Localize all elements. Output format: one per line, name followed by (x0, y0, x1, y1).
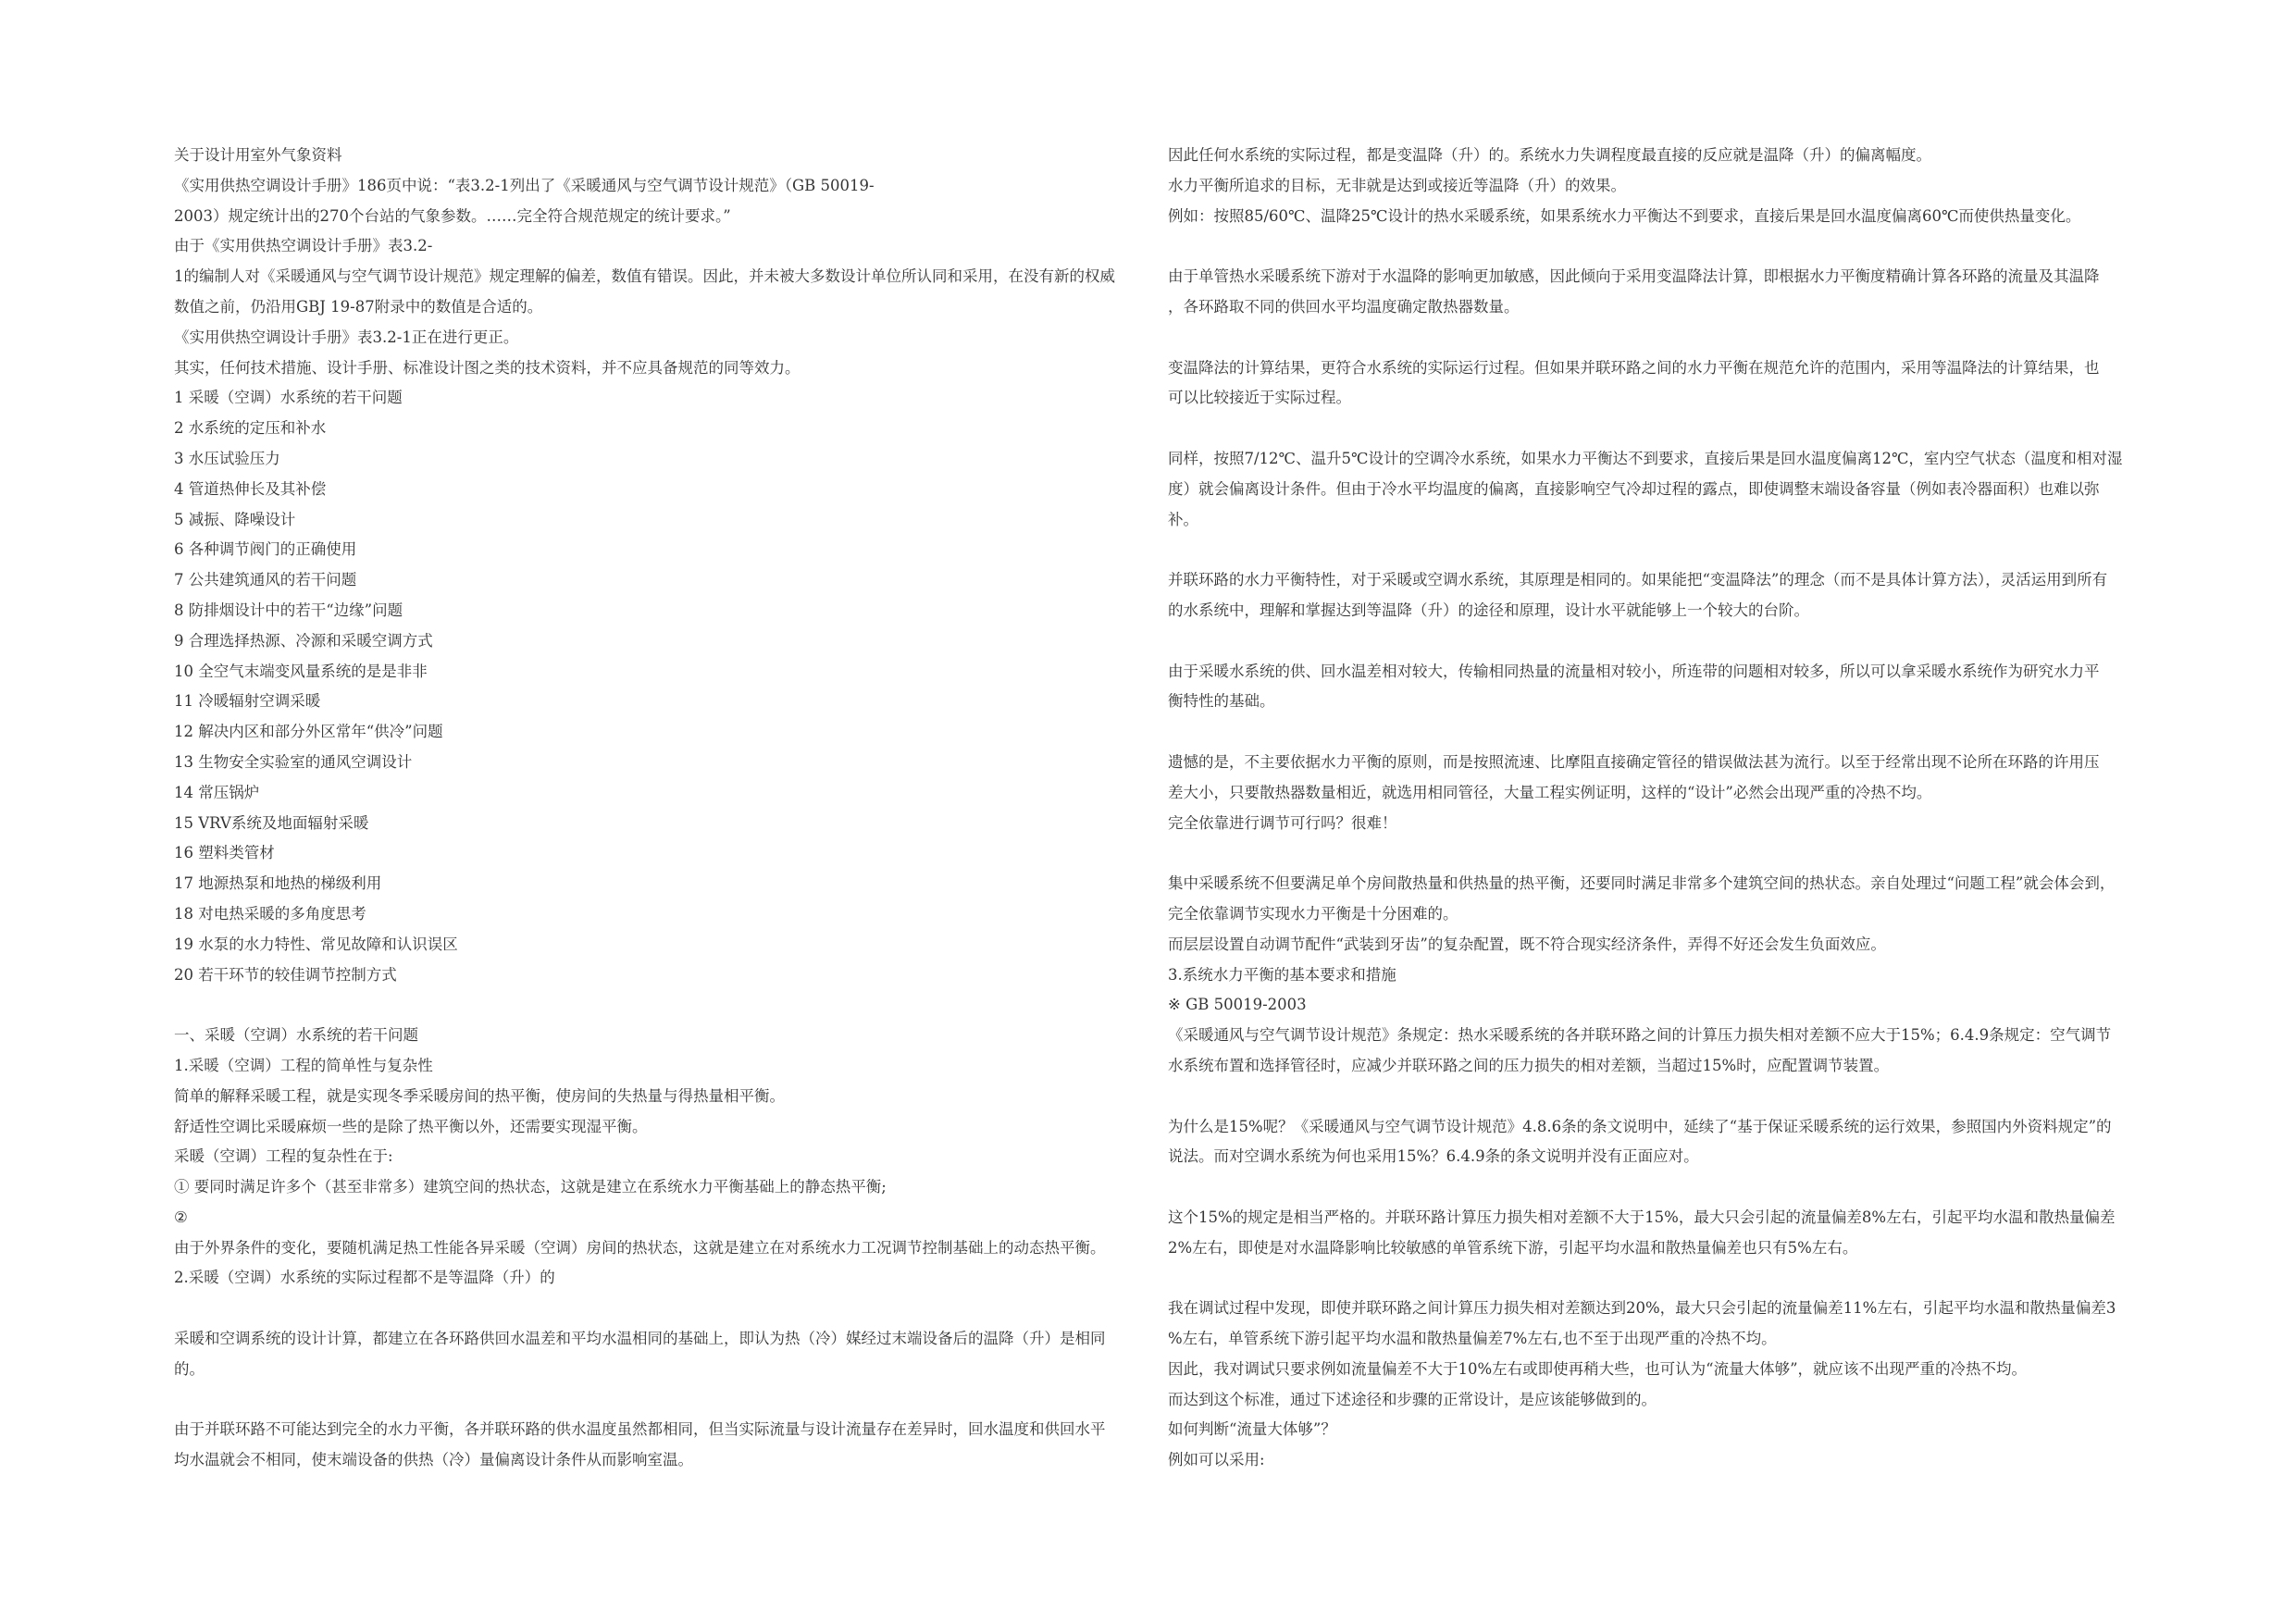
text-line: 为什么是15%呢？《采暖通风与空气调节设计规范》4.8.6条的条文说明中，延续了“基于保证采暖系统的运行效果，参照国内外资料规定”的 (1168, 1117, 2112, 1135)
text-line: 度）就会偏离设计条件。但由于冷水平均温度的偏离，直接影响空气冷却过程的露点，即使调整末端设备容量（例如表冷器面积）也难以弥 (1168, 479, 2100, 498)
text-line: ※ GB 50019-2003 (1168, 996, 1307, 1014)
text-line: 11 冷暖辐射空调采暖 (174, 692, 321, 711)
text-line: 由于采暖水系统的供、回水温差相对较大，传输相同热量的流量相对较小，所连带的问题相对较多，所以可以拿采暖水系统作为研究水力平 (1168, 662, 2100, 680)
text-line: 而层层设置自动调节配件“武装到牙齿”的复杂配置，既不符合现实经济条件，弄得不好还会发生负面效应。 (1168, 935, 1886, 953)
text-line: 遗憾的是，不主要依据水力平衡的原则，而是按照流速、比摩阻直接确定管径的错误做法甚为流行。以至于经常出现不论所在环路的许用压 (1168, 752, 2100, 771)
text-line: 而达到这个标准，通过下述途径和步骤的正常设计，是应该能够做到的。 (1168, 1390, 1657, 1408)
text-line: 同样，按照7/12℃、温升5℃设计的空调冷水系统，如果水力平衡达不到要求，直接后果是回水温度偏离12℃，室内空气状态（温度和相对湿 (1168, 449, 2123, 467)
text-line: 10 全空气末端变风量系统的是是非非 (174, 662, 428, 680)
text-line: 15 VRV系统及地面辐射采暖 (174, 813, 369, 832)
text-line: 19 水泵的水力特性、常见故障和认识误区 (174, 935, 458, 953)
text-line: 由于并联环路不可能达到完全的水力平衡，各并联环路的供水温度虽然都相同，但当实际流量与设计流量存在差异时，回水温度和供回水平 (174, 1420, 1106, 1439)
right-column (1168, 141, 2140, 1476)
blank-line (174, 990, 1164, 1021)
text-line: 变温降法的计算结果，更符合水系统的实际运行过程。但如果并联环路之间的水力平衡在规范允许的范围内，采用等温降法的计算结果，也 (1168, 358, 2100, 377)
text-line: 补。 (1168, 510, 1198, 528)
text-line: 1.采暖（空调）工程的简单性与复杂性 (174, 1056, 433, 1074)
text-line: 16 塑料类管材 (174, 844, 275, 862)
text-line: 采暖和空调系统的设计计算，都建立在各环路供回水温差和平均水温相同的基础上，即认为热（冷）媒经过末端设备后的温降（升）是相同 (174, 1330, 1106, 1348)
text-line: 因此任何水系统的实际过程，都是变温降（升）的。系统水力失调程度最直接的反应就是温降（升）的偏离幅度。 (1168, 146, 1931, 164)
text-line: ② (174, 1208, 188, 1226)
blank-line (174, 1385, 1164, 1416)
text-line: 例如可以采用: (1168, 1451, 1265, 1469)
text-line: 2.采暖（空调）水系统的实际过程都不是等温降（升）的 (174, 1269, 555, 1287)
text-line: 如何判断“流量大体够”？ (1168, 1420, 1336, 1439)
text-line: 17 地源热泵和地热的梯级利用 (174, 874, 382, 893)
left-column (174, 141, 1164, 1476)
text-line: 衡特性的基础。 (1168, 692, 1275, 711)
text-line: ，各环路取不同的供回水平均温度确定散热器数量。 (1168, 297, 1520, 316)
text-line: 2 水系统的定压和补水 (174, 419, 327, 438)
text-line: 例如：按照85/60℃、温降25℃设计的热水采暖系统，如果系统水力平衡达不到要求，直接后果是回水温度偏离60℃而使供热量变化。 (1168, 206, 2081, 225)
text-line: 因此，我对调试只要求例如流量偏差不大于10%左右或即使再稍大些，也可认为“流量大体够”，就应该不出现严重的冷热不均。 (1168, 1359, 2028, 1378)
text-line: 我在调试过程中发现，即使并联环路之间计算压力损失相对差额达到20%，最大只会引起的流量偏差11%左右，引起平均水温和散热量偏差3 (1168, 1299, 2116, 1318)
blank-line (1168, 838, 2140, 869)
text-line: 舒适性空调比采暖麻烦一些的是除了热平衡以外，还需要实现湿平衡。 (174, 1117, 648, 1135)
text-line: 3 水压试验压力 (174, 449, 280, 467)
text-line: 并联环路的水力平衡特性，对于采暖或空调水系统，其原理是相同的。如果能把“变温降法”的理念（而不是具体计算方法），灵活运用到所有 (1168, 571, 2108, 589)
text-line: 1 采暖（空调）水系统的若干问题 (174, 389, 403, 407)
text-line: 8 防排烟设计中的若干“边缘”问题 (174, 601, 403, 619)
text-line: 3.系统水力平衡的基本要求和措施 (1168, 965, 1396, 984)
text-line: 20 若干环节的较佳调节控制方式 (174, 965, 397, 984)
text-line: 《实用供热空调设计手册》186页中说：“表3.2-1列出了《采暖通风与空气调节设计规范》（GB 50019- (174, 176, 875, 194)
blank-line (1168, 1082, 2140, 1112)
text-line: 这个15%的规定是相当严格的。并联环路计算压力损失相对差额不大于15%，最大只会引起的流量偏差8%左右，引起平均水温和散热量偏差 (1168, 1208, 2116, 1226)
blank-line (1168, 535, 2140, 565)
text-line: 《实用供热空调设计手册》表3.2-1正在进行更正。 (174, 328, 519, 346)
text-line: %左右，单管系统下游引起平均水温和散热量偏差7%左右,也不至于出现严重的冷热不均。 (1168, 1330, 1777, 1348)
blank-line (1168, 1172, 2140, 1203)
blank-line (1168, 626, 2140, 657)
text-line: 均水温就会不相同，使末端设备的供热（冷）量偏离设计条件从而影响室温。 (174, 1451, 693, 1469)
text-line: 水力平衡所追求的目标，无非就是达到或接近等温降（升）的效果。 (1168, 176, 1626, 194)
text-line: 完全依靠调节实现水力平衡是十分困难的。 (1168, 904, 1458, 923)
text-line: 9 合理选择热源、冷源和采暖空调方式 (174, 631, 433, 650)
text-line: 14 常压锅炉 (174, 783, 260, 801)
text-line: 集中采暖系统不但要满足单个房间散热量和供热量的热平衡，还要同时满足非常多个建筑空间的热状态。亲自处理过“问题工程”就会体会到， (1168, 874, 2116, 893)
blank-line (1168, 414, 2140, 444)
text-line: 6 各种调节阀门的正确使用 (174, 540, 357, 559)
blank-line (1168, 1263, 2140, 1294)
text-line: 1的编制人对《采暖通风与空气调节设计规范》规定理解的偏差，数值有错误。因此，并未被大多数设计单位所认同和采用，在没有新的权威 (174, 267, 1115, 286)
text-line: 关于设计用室外气象资料 (174, 146, 342, 164)
blank-line (1168, 717, 2140, 748)
text-line: 其实，任何技术措施、设计手册、标准设计图之类的技术资料，并不应具备规范的同等效力。 (174, 358, 800, 377)
text-line: 一、采暖（空调）水系统的若干问题 (174, 1026, 418, 1045)
text-line: 18 对电热采暖的多角度思考 (174, 904, 366, 923)
text-line: 简单的解释采暖工程，就是实现冬季采暖房间的热平衡，使房间的失热量与得热量相平衡。 (174, 1086, 785, 1105)
text-line: 《采暖通风与空气调节设计规范》条规定：热水采暖系统的各并联环路之间的计算压力损失相对差额不应大于15%；6.4.9条规定：空气调节 (1168, 1026, 2112, 1045)
text-line: 13 生物安全实验室的通风空调设计 (174, 752, 413, 771)
text-line: 采暖（空调）工程的复杂性在于: (174, 1147, 393, 1166)
text-line: 由于单管热水采暖系统下游对于水温降的影响更加敏感，因此倾向于采用变温降法计算，即根据水力平衡度精确计算各环路的流量及其温降 (1168, 267, 2100, 286)
text-line: 水系统布置和选择管径时，应减少并联环路之间的压力损失的相对差额，当超过15%时，应配置调节装置。 (1168, 1056, 1890, 1074)
text-line: 的。 (174, 1359, 205, 1378)
text-line: 由于《实用供热空调设计手册》表3.2- (174, 237, 433, 255)
text-line: 2%左右，即使是对水温降影响比较敏感的单管系统下游，引起平均水温和散热量偏差也只有5%左右。 (1168, 1238, 1858, 1257)
text-line: 12 解决内区和部分外区常年“供冷”问题 (174, 723, 443, 741)
text-line: 完全依靠进行调节可行吗？很难！ (1168, 813, 1397, 832)
text-line: 差大小，只要散热器数量相近，就选用相同管径，大量工程实例证明，这样的“设计”必然会出现严重的冷热不均。 (1168, 783, 1932, 801)
blank-line (174, 1294, 1164, 1324)
blank-line (1168, 231, 2140, 262)
text-line: 的水系统中，理解和掌握达到等温降（升）的途径和原理，设计水平就能够上一个较大的台阶。 (1168, 601, 1809, 619)
blank-line (1168, 323, 2140, 353)
text-line: 2003）规定统计出的270个台站的气象参数。……完全符合规范规定的统计要求。” (174, 206, 731, 225)
text-line: 可以比较接近于实际过程。 (1168, 389, 1351, 407)
text-line: 数值之前，仍沿用GBJ 19-87附录中的数值是合适的。 (174, 297, 543, 316)
text-line: 4 管道热伸长及其补偿 (174, 479, 327, 498)
text-line: 由于外界条件的变化，要随机满足热工性能各异采暖（空调）房间的热状态，这就是建立在对系统水力工况调节控制基础上的动态热平衡。 (174, 1238, 1106, 1257)
text-line: 5 减振、降噪设计 (174, 510, 296, 528)
text-line: 7 公共建筑通风的若干问题 (174, 571, 357, 589)
text-line: ① 要同时满足许多个（甚至非常多）建筑空间的热状态，这就是建立在系统水力平衡基础上的静态热平衡; (174, 1178, 887, 1196)
text-line: 说法。而对空调水系统为何也采用15%？6.4.9条的条文说明并没有正面应对。 (1168, 1147, 1699, 1166)
